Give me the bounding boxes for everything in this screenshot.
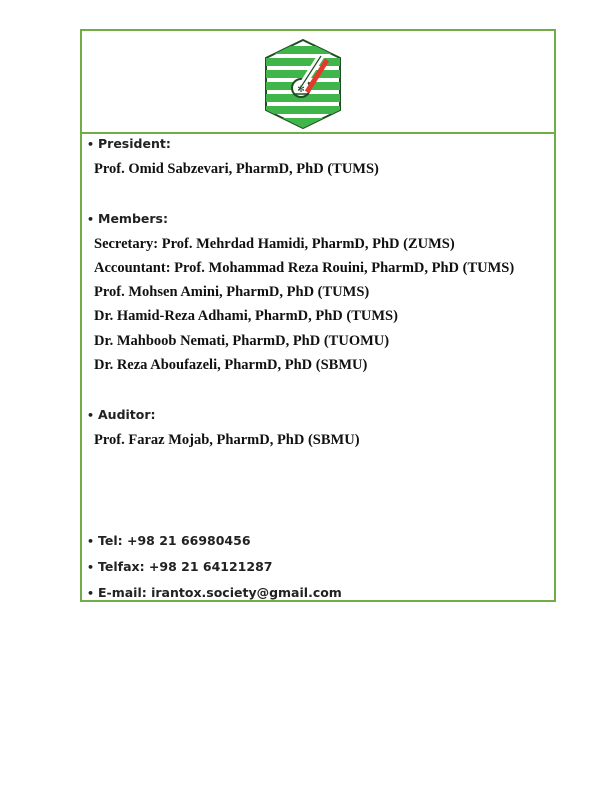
svg-text:✻: ✻ xyxy=(297,85,305,95)
member-item: Dr. Hamid-Reza Adhami, PharmD, PhD (TUMS) xyxy=(94,308,398,324)
member-accountant: Accountant: Prof. Mohammad Reza Rouini, PharmD, PhD (TUMS) xyxy=(94,260,515,276)
auditor-heading: • Auditor: xyxy=(87,407,156,422)
members-heading: • Members: xyxy=(87,211,168,226)
contact-telfax: • Telfax: +98 21 64121287 xyxy=(87,559,273,574)
auditor-name: Prof. Faraz Mojab, PharmD, PhD (SBMU) xyxy=(94,432,360,448)
member-item: Prof. Mohsen Amini, PharmD, PhD (TUMS) xyxy=(94,284,370,300)
member-secretary: Secretary: Prof. Mehrdad Hamidi, PharmD, PhD (ZUMS) xyxy=(94,236,455,252)
member-item: Dr. Reza Aboufazeli, PharmD, PhD (SBMU) xyxy=(94,357,368,373)
society-info-card xyxy=(80,29,556,602)
society-emblem-icon xyxy=(263,38,343,130)
president-name: Prof. Omid Sabzevari, PharmD, PhD (TUMS) xyxy=(94,161,379,177)
contact-tel: • Tel: +98 21 66980456 xyxy=(87,533,251,548)
president-heading: • President: xyxy=(87,136,171,151)
contact-email[interactable]: • E-mail: irantox.society@gmail.com xyxy=(87,585,342,600)
member-item: Dr. Mahboob Nemati, PharmD, PhD (TUOMU) xyxy=(94,333,390,349)
logo-header xyxy=(82,31,554,134)
